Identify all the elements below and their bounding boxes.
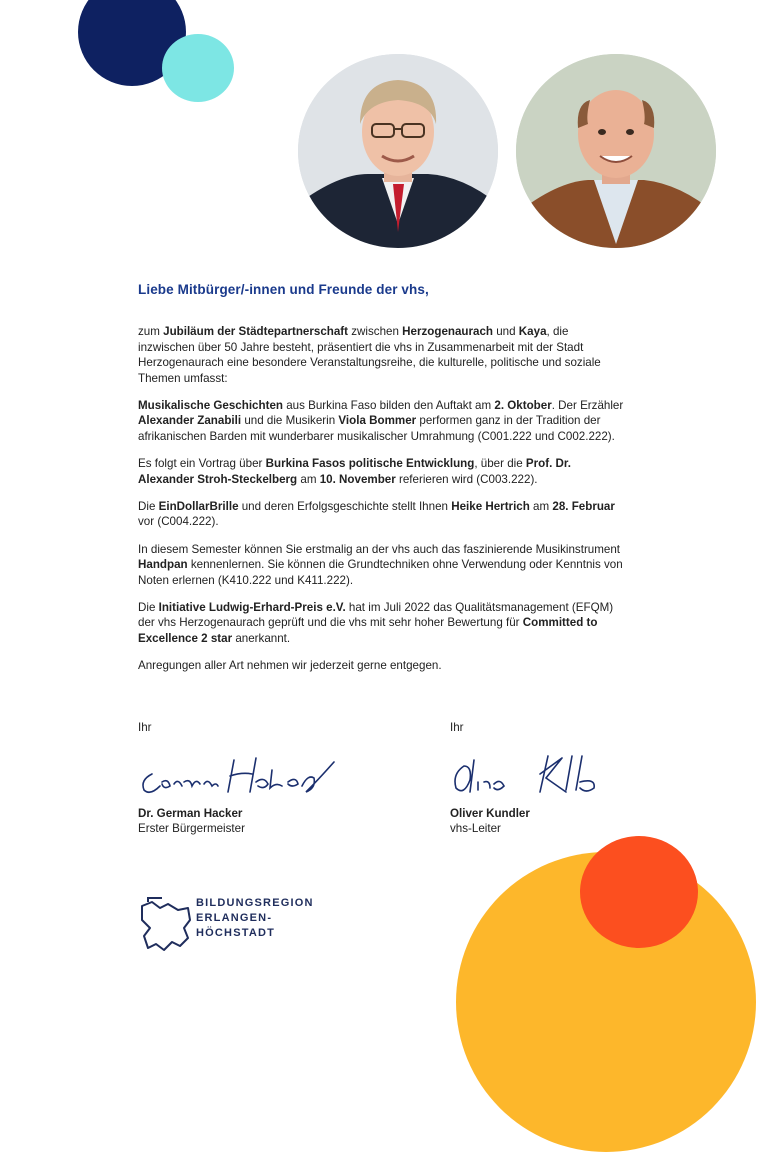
emphasis-text: Kaya (518, 325, 547, 338)
portrait-german-hacker (298, 54, 498, 248)
body-run: vor (C004.222). (138, 515, 219, 529)
emphasis-text: Heike Hertrich (451, 499, 530, 513)
decorative-circle-red (580, 836, 698, 948)
body-run: aus Burkina Faso bilden den Auftakt am (282, 398, 495, 412)
decorative-circle-cyan (162, 34, 234, 102)
emphasis-text: Musikalische Geschichten (138, 398, 283, 412)
emphasis-text: EinDollarBrille (158, 499, 239, 513)
signature-block-kundler (450, 720, 620, 837)
body-run: und (493, 325, 519, 338)
letter-paragraph (138, 658, 628, 674)
emphasis-text: Handpan (138, 558, 188, 572)
body-run: kennenlernen. Sie können die Grundtechniken ohne Verwendung oder Kenntnis von Noten erlernen (K410.222 und K411.222). (138, 558, 623, 587)
body-run: und deren Erfolgsgeschichte stellt Ihnen (238, 499, 452, 513)
salutation: Ihr (138, 721, 152, 734)
signer-role: vhs-Leiter (450, 822, 501, 836)
signature-hacker-image (138, 752, 338, 800)
letter-body (138, 324, 628, 685)
region-map-icon (138, 896, 194, 956)
body-run: . Der Erzähler (551, 398, 624, 412)
emphasis-text: Burkina Fasos politische Entwicklung (265, 457, 475, 471)
signer-name: Oliver Kundler (450, 806, 530, 820)
signature-block-hacker (138, 720, 338, 837)
letter-paragraph (138, 456, 628, 487)
salutation: Ihr (450, 721, 464, 734)
body-run: , über die (474, 457, 526, 471)
emphasis-text: Jubiläum der Städtepartnerschaft (163, 325, 349, 338)
emphasis-text: Alexander Zanabili (138, 414, 242, 428)
emphasis-text: 2. Oktober (494, 398, 552, 412)
emphasis-text: Initiative Ludwig-Erhard-Preis e.V. (158, 600, 346, 614)
emphasis-text: 10. November (319, 472, 396, 486)
body-run: Die (138, 600, 159, 614)
body-run: Es folgt ein Vortrag über (138, 457, 266, 471)
body-run: zwischen (348, 325, 403, 338)
portrait-oliver-kundler (516, 54, 716, 248)
logo-line-2: ERLANGEN-HÖCHSTADT (196, 912, 276, 939)
body-run: Die (138, 499, 159, 513)
logo-line-1: BILDUNGSREGION (196, 897, 314, 909)
body-run: zum (138, 325, 164, 338)
body-run: , die inzwischen über 50 Jahre besteht, präsentiert die vhs in Zusammenarbeit mit der Stadt Herzogenaurach eine besondere Veranstaltungsreihe, die kulturelle, politische und soziale Themen umfasst: (138, 325, 601, 385)
letter-paragraph (138, 600, 628, 647)
bildungsregion-logo (138, 892, 348, 958)
letter-paragraph (138, 542, 628, 589)
signature-kundler-image (450, 752, 620, 800)
body-run: am (297, 472, 320, 486)
emphasis-text: Viola Bommer (338, 414, 417, 428)
emphasis-text: Herzogenaurach (402, 325, 493, 338)
emphasis-text: Committed to Excellence 2 star (138, 616, 598, 645)
emphasis-text: 28. Februar (552, 499, 615, 513)
body-run: anerkannt. (232, 632, 291, 645)
body-run: In diesem Semester können Sie erstmalig an der vhs auch das faszinierende Musikinstrument (138, 542, 621, 556)
body-run: hat im Juli 2022 das Qualitätsmanagement (EFQM) der vhs Herzogenaurach geprüft und die vhs mit sehr hoher Bewertung für (138, 600, 614, 630)
letter-paragraph (138, 499, 628, 530)
letter-paragraph (138, 324, 628, 386)
body-run: performen ganz in der Tradition der afrikanischen Barden mit wunderbarer musikalischer Umrahmung (C001.222 und C002.222). (138, 414, 615, 444)
body-run: Anregungen aller Art nehmen wir jederzeit gerne entgegen. (138, 659, 442, 673)
signer-role: Erster Bürgermeister (138, 822, 245, 836)
signer-name: Dr. German Hacker (138, 806, 243, 820)
emphasis-text: Prof. Dr. Alexander Stroh-Steckelberg (138, 457, 572, 486)
greeting-heading: Liebe Mitbürger/-innen und Freunde der vhs, (138, 282, 429, 297)
body-run: referieren wird (C003.222). (395, 472, 538, 486)
body-run: am (529, 499, 553, 513)
letter-paragraph (138, 398, 628, 445)
body-run: und die Musikerin (241, 414, 339, 428)
